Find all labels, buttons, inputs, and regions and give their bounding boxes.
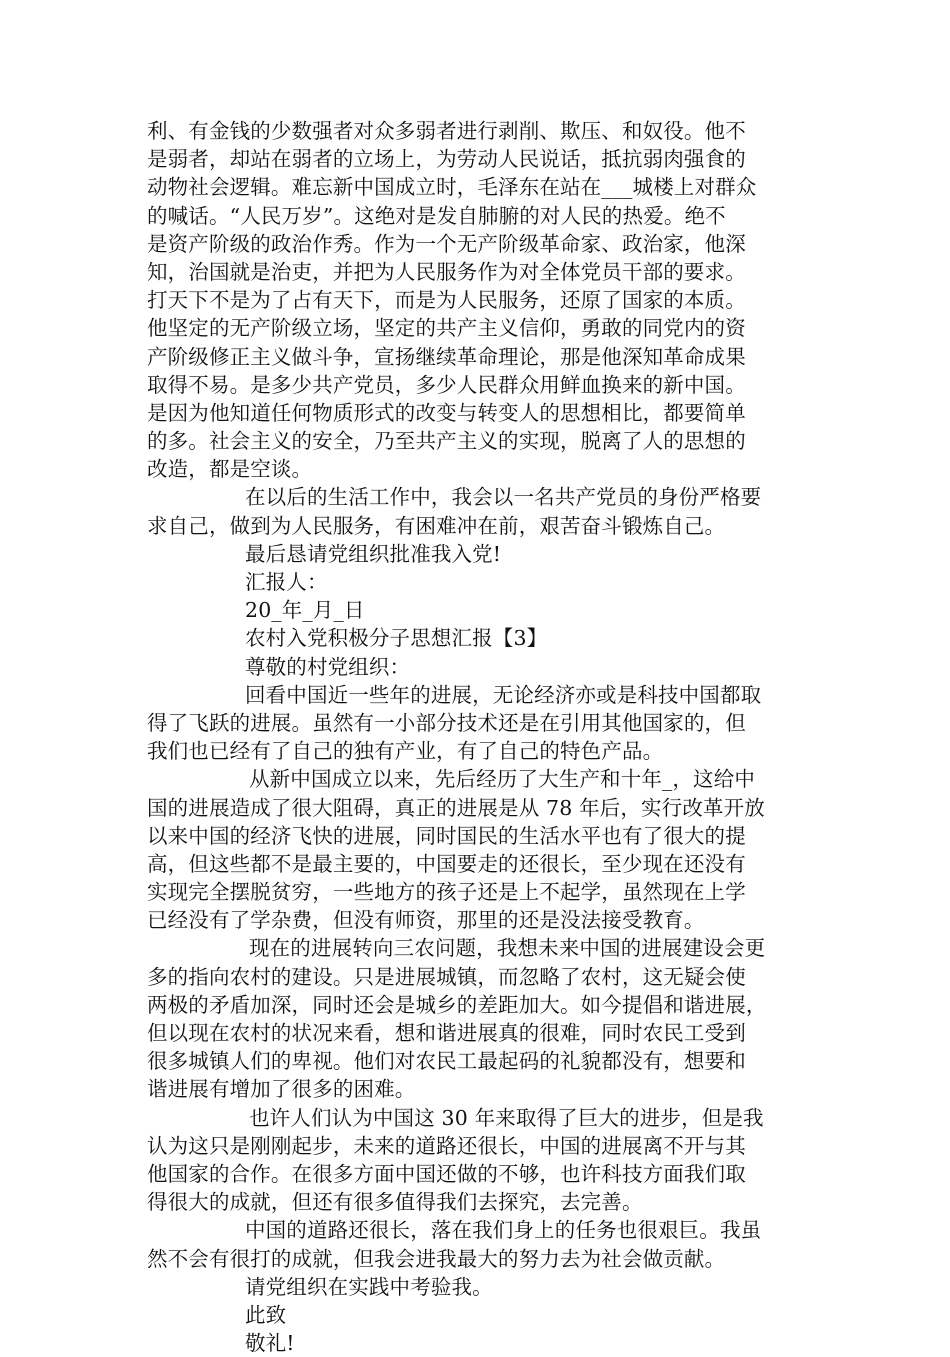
text-line: 多的指向农村的建设。只是进展城镇，而忽略了农村，这无疑会使 — [147, 964, 746, 989]
paragraph-start-line: 从新中国成立以来，先后经历了大生产和十年_，这给中 — [249, 767, 755, 792]
text-line: 但以现在农村的状况来看，想和谐进展真的很难，同时农民工受到 — [147, 1021, 746, 1045]
text-line: 知，治国就是治吏，并把为人民服务作为对全体党员干部的要求。 — [147, 259, 746, 284]
section-title: 农村入党积极分子思想汇报【3】 — [245, 626, 548, 651]
text-line: 两极的矛盾加深，同时还会是城乡的差距加大。如今提倡和谐进展， — [147, 992, 767, 1017]
text-line: 得了飞跃的进展。虽然有一小部分技术还是在引用其他国家的，但 — [147, 710, 746, 735]
salutation: 尊敬的村党组织： — [245, 654, 411, 679]
text-line: 国的进展造成了很大阻碍，真正的进展是从 78 年后，实行改革开放 — [147, 795, 765, 820]
text-line: 利、有金钱的少数强者对众多弱者进行剥削、欺压、和奴役。他不 — [147, 119, 746, 143]
text-line: 很多城镇人们的卑视。他们对农民工最起码的礼貌都没有，想要和 — [147, 1049, 746, 1074]
request-line: 请党组织在实践中考验我。 — [245, 1274, 493, 1299]
text-line: 求自己，做到为人民服务，有困难冲在前，艰苦奋斗锻炼自己。 — [147, 513, 726, 538]
date-line: 20_年_月_日 — [245, 598, 365, 623]
closing-line: 此致 — [245, 1302, 287, 1327]
text-line: 他坚定的无产阶级立场，坚定的共产主义信仰，勇敢的同党内的资 — [147, 316, 746, 341]
document-body — [147, 117, 812, 1357]
paragraph-start-line: 中国的道路还很长，落在我们身上的任务也很艰巨。我虽 — [245, 1218, 762, 1243]
paragraph-start-line: 回看中国近一些年的进展，无论经济亦或是科技中国都取 — [245, 682, 762, 707]
text-line: 是弱者，却站在弱者的立场上，为劳动人民说话，抵抗弱肉强食的 — [147, 147, 746, 172]
text-line: 已经没有了学杂费，但没有师资，那里的还是没法接受教育。 — [147, 908, 705, 933]
request-line: 最后恳请党组织批准我入党! — [245, 541, 502, 566]
closing-salute: 敬礼! — [245, 1331, 295, 1356]
paragraph-start-line: 也许人们认为中国这 30 年来取得了巨大的进步，但是我 — [249, 1105, 764, 1130]
text-line: 动物社会逻辑。难忘新中国成立时，毛泽东在站在___城楼上对群众 — [147, 175, 757, 200]
text-line: 我们也已经有了自己的独有产业，有了自己的特色产品。 — [147, 739, 664, 764]
text-line: 高，但这些都不是最主要的，中国要走的还很长，至少现在还没有 — [147, 851, 746, 876]
text-line: 认为这只是刚刚起步，未来的道路还很长，中国的进展离不开与其 — [147, 1133, 746, 1158]
text-line: 谐进展有增加了很多的困难。 — [147, 1077, 416, 1102]
text-line: 然不会有很打的成就，但我会进我最大的努力去为社会做贡献。 — [147, 1246, 726, 1271]
text-line: 以来中国的经济飞快的进展，同时国民的生活水平也有了很大的提 — [147, 823, 746, 848]
text-line: 是资产阶级的政治作秀。作为一个无产阶级革命家、政治家，他深 — [147, 231, 746, 256]
text-line: 的多。社会主义的安全，乃至共产主义的实现，脱离了人的思想的 — [147, 429, 746, 454]
text-line: 得很大的成就，但还有很多值得我们去探究，去完善。 — [147, 1190, 643, 1215]
text-line: 实现完全摆脱贫穷，一些地方的孩子还是上不起学，虽然现在上学 — [147, 880, 746, 905]
paragraph-start-line: 现在的进展转向三农问题，我想未来中国的进展建设会更 — [249, 936, 766, 961]
paragraph-start-line: 在以后的生活工作中，我会以一名共产党员的身份严格要 — [245, 485, 762, 510]
text-line: 产阶级修正主义做斗争，宣扬继续革命理论，那是他深知革命成果 — [147, 344, 746, 369]
text-line: 取得不易。是多少共产党员，多少人民群众用鲜血换来的新中国。 — [147, 372, 746, 397]
text-line: 打天下不是为了占有天下，而是为人民服务，还原了国家的本质。 — [147, 288, 746, 313]
text-line: 是因为他知道任何物质形式的改变与转变人的思想相比，都要简单 — [147, 400, 746, 425]
text-line: 的喊话。“人民万岁”。这绝对是发自肺腑的对人民的热爱。绝不 — [147, 203, 726, 228]
text-line: 改造，都是空谈。 — [147, 457, 313, 482]
reporter-label: 汇报人： — [245, 570, 328, 594]
text-line: 他国家的合作。在很多方面中国还做的不够，也许科技方面我们取 — [147, 1161, 746, 1186]
